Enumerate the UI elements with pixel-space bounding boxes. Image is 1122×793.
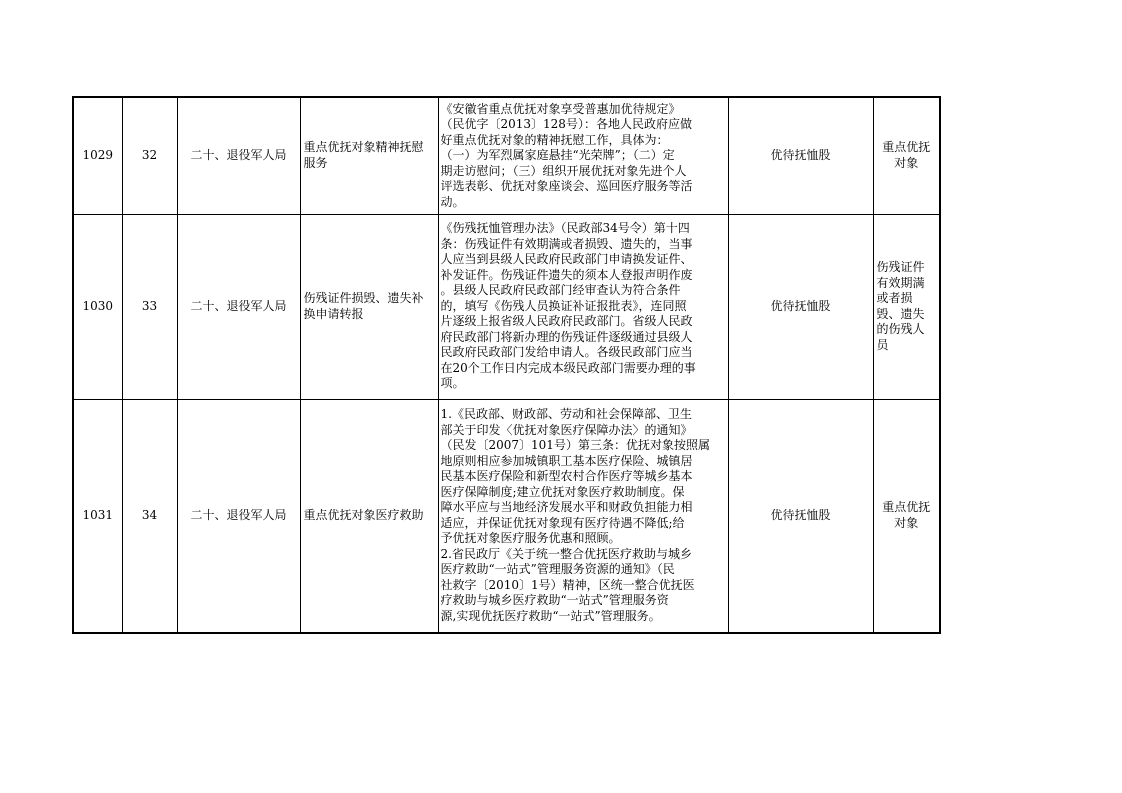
legal-basis-cell (438, 214, 728, 399)
basis-line: 期走访慰问；（三）组织开展优抚对象先进个人 (440, 163, 687, 178)
table-row (73, 97, 940, 214)
department-cell: 二十、退役军人局 (177, 214, 300, 399)
department-cell: 二十、退役军人局 (177, 97, 300, 214)
basis-line: 2.省民政厅《关于统一整合优抚医疗救助与城乡 (440, 546, 692, 561)
seq-cell: 34 (122, 399, 177, 633)
basis-line: 医疗救助“一站式”管理服务资源的通知》（民 (440, 562, 675, 577)
row-id-cell: 1031 (73, 399, 122, 633)
item-name-cell: 重点优抚对象精神抚慰服务 (300, 97, 438, 214)
basis-line: 的，填写《伤残人员换证补证报批表》，连同照 (440, 298, 687, 313)
basis-line: 障水平应与当地经济发展水平和财政负担能力相 (440, 500, 693, 515)
basis-line: 部关于印发〈优抚对象医疗保障办法〉的通知》 (440, 422, 693, 437)
department-cell: 二十、退役军人局 (177, 399, 300, 633)
basis-line: 。县级人民政府民政部门经审查认为符合条件 (440, 283, 681, 298)
seq-cell: 33 (122, 214, 177, 399)
basis-line: 府民政部门将新办理的伤残证件逐级通过县级人 (440, 329, 693, 344)
basis-line: 《伤残抚恤管理办法》（民政部34号令）第十四 (440, 221, 690, 236)
basis-line: 疗救助与城乡医疗救助“一站式”管理服务资 (440, 593, 669, 608)
basis-line: 《安徽省重点优抚对象享受普惠加优待规定》 (440, 101, 681, 116)
basis-line: 在20个工作日内完成本级民政部门需要办理的事 (440, 360, 696, 375)
basis-line: 民基本医疗保险和新型农村合作医疗等城乡基本 (440, 469, 693, 484)
basis-line: 补发证件。伤残证件遗失的须本人登报声明作废 (440, 267, 693, 282)
basis-line: 民政府民政部门发给申请人。各级民政部门应当 (440, 345, 693, 360)
basis-line: 1.《民政部、财政部、劳动和社会保障部、卫生 (440, 407, 692, 422)
basis-line: 项。 (440, 376, 465, 391)
basis-line: 社救字〔2010〕1号）精神，区统一整合优抚医 (440, 577, 695, 592)
row-id-cell: 1029 (73, 97, 122, 214)
row-id-cell: 1030 (73, 214, 122, 399)
legal-basis-cell (438, 97, 728, 214)
item-name-cell: 重点优抚对象医疗救助 (300, 399, 438, 633)
basis-line: （一）为军烈属家庭悬挂“光荣牌”；（二）定 (440, 148, 675, 162)
basis-line: （民优字〔2013〕128号）：各地人民政府应做 (440, 117, 692, 131)
unit-cell: 优待抚恤股 (728, 97, 873, 214)
unit-cell: 优待抚恤股 (728, 399, 873, 633)
basis-line: 好重点优抚对象的精神抚慰工作，具体为： (440, 132, 669, 147)
basis-line: 片逐级上报省级人民政府民政部门。省级人民政 (440, 314, 693, 329)
table-row (73, 214, 940, 399)
basis-line: 源,实现优抚医疗救助“一站式”管理服务。 (440, 608, 661, 623)
item-name-cell: 伤残证件损毁、遗失补换申请转报 (300, 214, 438, 399)
target-cell: 伤残证件有效期满或者损毁、遗失的伤残人员 (873, 214, 940, 399)
basis-line: 人应当到县级人民政府民政部门申请换发证件、 (440, 252, 693, 267)
basis-line: 予优抚对象医疗服务优惠和照顾。 (440, 531, 621, 546)
basis-line: 适应，并保证优抚对象现有医疗待遇不降低;给 (440, 515, 685, 530)
basis-line: 条：伤残证件有效期满或者损毁、遗失的，当事 (440, 236, 693, 251)
target-cell: 重点优抚对象 (873, 399, 940, 633)
basis-line: （民发〔2007〕101号）第三条：优抚对象按照属 (440, 438, 710, 453)
basis-line: 医疗保障制度;建立优抚对象医疗救助制度。保 (440, 484, 685, 499)
basis-line: 评选表彰、优抚对象座谈会、巡回医疗服务等活 (440, 179, 693, 193)
service-items-table (72, 96, 941, 634)
target-cell: 重点优抚对象 (873, 97, 940, 214)
basis-line: 地原则相应参加城镇职工基本医疗保险、城镇居 (440, 453, 693, 468)
legal-basis-cell (438, 399, 728, 633)
unit-cell: 优待抚恤股 (728, 214, 873, 399)
table-row (73, 399, 940, 633)
seq-cell: 32 (122, 97, 177, 214)
basis-line: 动。 (440, 194, 465, 209)
